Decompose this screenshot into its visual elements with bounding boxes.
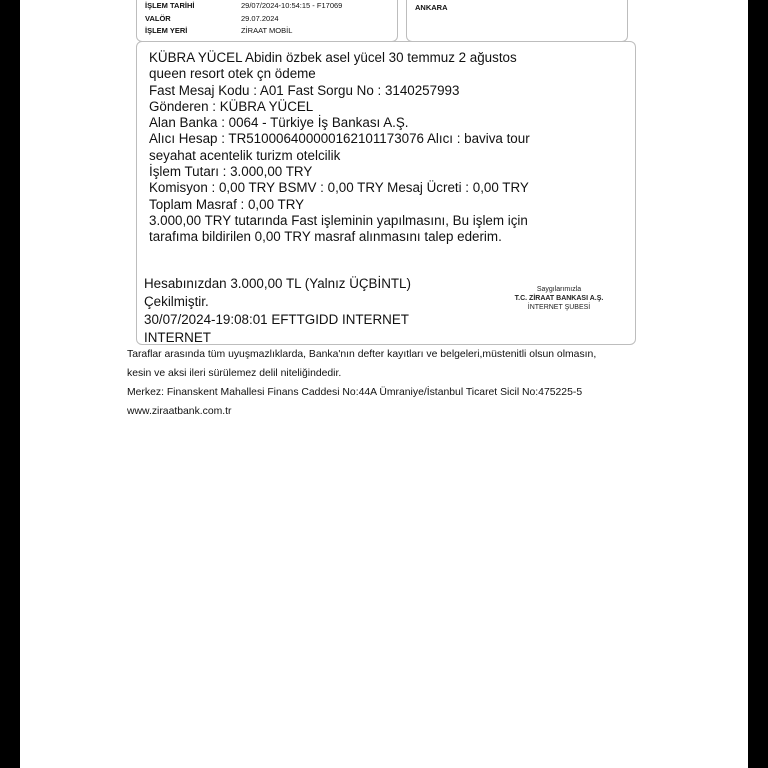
branch-city: ANKARA: [415, 3, 448, 12]
transaction-description: [149, 50, 549, 246]
signoff-bank-name: T.C. ZİRAAT BANKASI A.Ş.: [514, 295, 604, 302]
description-line: Toplam Masraf : 0,00 TRY: [149, 196, 305, 212]
footer-disclaimer-line: kesin ve aksi ileri sürülemez delil niteliğindedir.: [127, 368, 342, 379]
branch-info-box: [406, 0, 628, 42]
description-line: seyahat acentelik turizm otelcilik: [149, 147, 341, 163]
footer-disclaimer-line: Taraflar arasında tüm uyuşmazlıklarda, Banka'nın defter kayıtları ve belgeleri,müstenitli olsun olmasın,: [127, 349, 597, 360]
transaction-date-value: 29/07/2024-10:54:15 - F17069: [241, 1, 343, 10]
description-line: İşlem Tutarı : 3.000,00 TRY: [149, 164, 313, 180]
withdrawal-summary: [144, 275, 444, 347]
transaction-detail-box: [136, 41, 636, 345]
value-date-label: VALÖR: [145, 14, 171, 23]
bank-signoff: [489, 285, 629, 312]
footer-address-line: Merkez: Finanskent Mahallesi Finans Caddesi No:44A Ümraniye/İstanbul Ticaret Sicil No:475225-5: [127, 387, 583, 398]
receipt-page: [20, 0, 748, 768]
summary-line: INTERNET: [144, 330, 211, 345]
description-line: KÜBRA YÜCEL Abidin özbek asel yücel 30 temmuz 2 ağustos: [149, 50, 517, 65]
transaction-place-value: ZİRAAT MOBİL: [241, 26, 293, 35]
signoff-branch: İNTERNET ŞUBESİ: [527, 304, 591, 311]
summary-line: Hesabınızdan 3.000,00 TL (Yalnız ÜÇBİNTL): [144, 276, 411, 291]
description-line: Fast Mesaj Kodu : A01 Fast Sorgu No : 3140257993: [149, 82, 460, 98]
description-line: tarafıma bildirilen 0,00 TRY masraf alınmasını talep ederim.: [149, 229, 502, 245]
description-line: queen resort otek çn ödeme: [149, 66, 316, 82]
description-line: Alıcı Hesap : TR510006400000162101173076 Alıcı : baviva tour: [149, 131, 530, 147]
summary-line: 30/07/2024-19:08:01 EFTTGIDD INTERNET: [144, 312, 409, 327]
description-line: Alan Banka : 0064 - Türkiye İş Bankası A.Ş.: [149, 115, 409, 131]
footer-website[interactable]: www.ziraatbank.com.tr: [127, 406, 232, 417]
value-date-value: 29.07.2024: [241, 14, 279, 23]
description-line: 3.000,00 TRY tutarında Fast işleminin yapılmasını, Bu işlem için: [149, 212, 528, 228]
transaction-date-label: İŞLEM TARİHİ: [145, 1, 195, 10]
summary-line: Çekilmiştir.: [144, 294, 209, 309]
signoff-greeting: Saygılarımızla: [536, 286, 582, 293]
description-line: Gönderen : KÜBRA YÜCEL: [149, 98, 314, 114]
transaction-info-box: [136, 0, 398, 42]
description-line: Komisyon : 0,00 TRY BSMV : 0,00 TRY Mesaj Ücreti : 0,00 TRY: [149, 180, 529, 196]
transaction-place-label: İŞLEM YERİ: [145, 26, 188, 35]
